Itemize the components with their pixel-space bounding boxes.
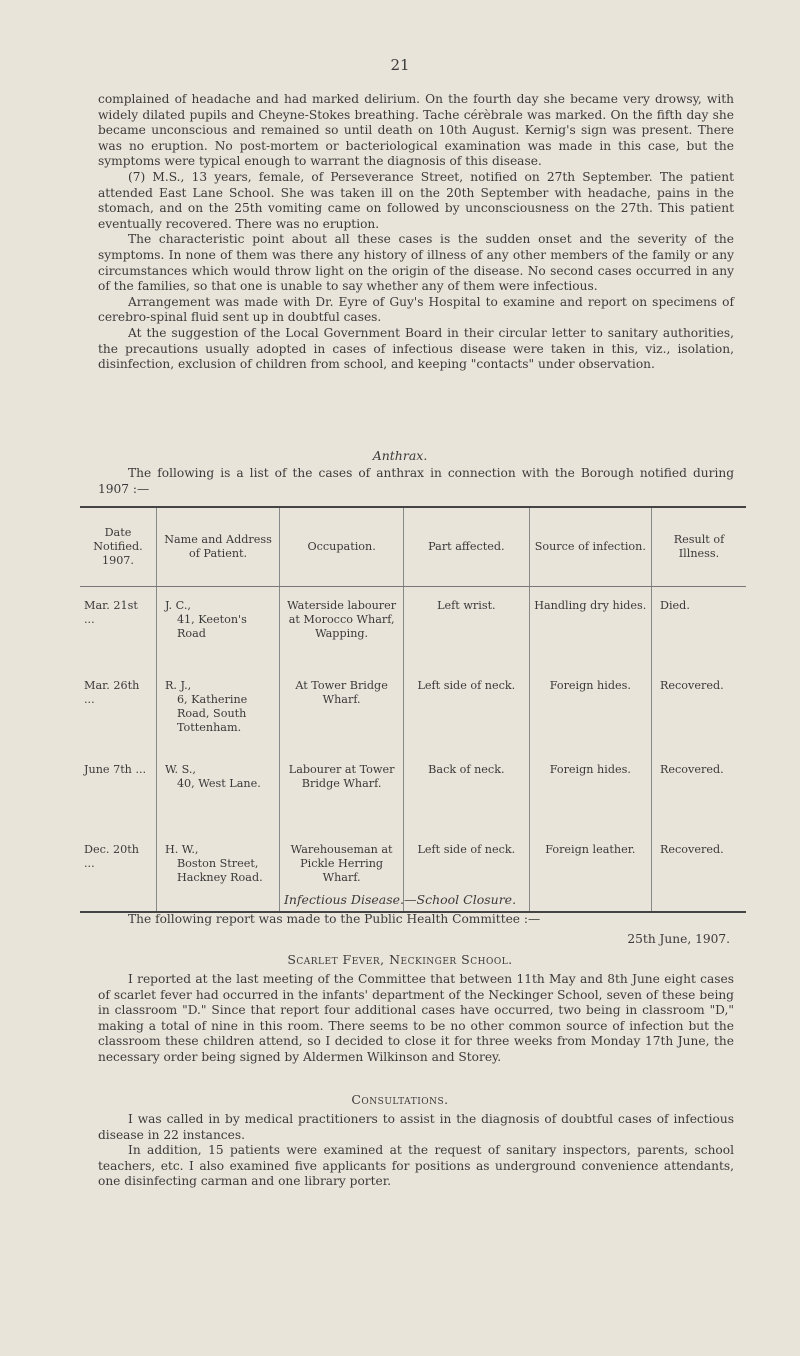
cell-source: Handling dry hides. [529,587,651,668]
cell-occupation: At Tower Bridge Wharf. [280,667,404,751]
paragraph: complained of headache and had marked delirium. On the fourth day she became very drowsy, with widely dilated pupils and Cheyne-Stokes breathing. Tache cérèbrale was marked. On the fifth day she became unconscious and remained so until death on 10th August. Kernig's sign was present. There was no eruption. No post-mortem or bacteriological examination was made in this case, but the symptoms were typical enough to warrant the diagnosis of this disease. [98,92,734,169]
scarlet-text-block [98,972,734,1066]
paragraph: (7) M.S., 13 years, female, of Perseverance Street, notified on 27th September. The patient attended East Lane School. She was taken ill on the 20th September with headache, pains in the stomach, and on the 25th vomiting came on followed by unconsciousness on the 27th. This patient eventually recovered. There was no eruption. [98,169,734,231]
closure-heading: Infectious Disease.—School Closure. [283,892,517,907]
cell-result: Recovered. [651,667,746,751]
cell-patient [156,751,279,831]
table-row [80,667,746,751]
cell-source: Foreign leather. [529,831,651,912]
closure-intro: The following report was made to the Public Health Committee :— [128,912,541,926]
anthrax-table [80,506,746,913]
cell-date: Dec. 20th ... [84,843,139,870]
cell-source: Foreign hides. [529,751,651,831]
patient-address: 6, Katherine Road, South Tottenham. [176,693,248,734]
anthrax-heading: Anthrax. [372,448,428,463]
patient-name: R. J., [164,679,192,692]
cell-date: Mar. 21st ... [84,599,138,626]
paragraph: I reported at the last meeting of the Committee that between 11th May and 8th June eight cases of scarlet fever had occurred in the infants' department of the Neckinger School, seven of these being in classroom "D." Since that report four additional cases have occurred, two being in classroom "D," making a total of nine in this room. There seems to be no other common source of infection but the classroom these children attend, so I decided to close it for three weeks from Monday 17th June, the necessary order being signed by Aldermen Wilkinson and Storey. [98,972,734,1064]
consultations-text-block [98,1112,734,1190]
patient-name: H. W., [164,843,199,856]
patient-address: 41, Keeton's Road [176,613,247,640]
cell-occupation: Labourer at Tower Bridge Wharf. [280,751,404,831]
header-date: Date Notified. 1907. [80,507,156,587]
patient-address: 40, West Lane. [176,777,261,790]
patient-name: J. C., [164,599,191,612]
table-row [80,587,746,668]
table-row [80,751,746,831]
table-header-row [80,507,746,587]
header-source: Source of infection. [529,507,651,587]
cell-occupation: Warehouseman at Pickle Herring Wharf. [280,831,404,912]
top-text-block [98,92,734,373]
paragraph: At the suggestion of the Local Government Board in their circular letter to sanitary authorities, the precautions usually adopted in cases of infectious disease were taken in this, viz., isolation, disinfection, exclusion of children from school, and keeping "contacts" under observation. [98,325,734,372]
closure-intro-block [98,912,734,928]
cell-patient [156,587,279,668]
cell-part: Left side of neck. [404,667,530,751]
cell-part: Back of neck. [404,751,530,831]
cell-result: Died. [651,587,746,668]
anthrax-intro-block [98,466,734,497]
patient-name: W. S., [164,763,196,776]
cell-result: Recovered. [651,751,746,831]
cell-result: Recovered. [651,831,746,912]
paragraph: I was called in by medical practitioners to assist in the diagnosis of doubtful cases of infectious disease in 22 instances. [98,1112,734,1142]
cell-occupation: Waterside labourer at Morocco Wharf, Wapping. [280,587,404,668]
scarlet-fever-heading: Scarlet Fever, Neckinger School. [287,952,513,967]
page-number: 21 [390,56,410,74]
paragraph: In addition, 15 patients were examined at the request of sanitary inspectors, parents, school teachers, etc. I also examined five applicants for positions as underground convenience attendants, one disinfecting carman and one library porter. [98,1143,734,1189]
cell-source: Foreign hides. [529,667,651,751]
paragraph: Arrangement was made with Dr. Eyre of Guy's Hospital to examine and report on specimens of cerebro-spinal fluid sent up in doubtful cases. [98,294,734,325]
paragraph: The characteristic point about all these cases is the sudden onset and the severity of the symptoms. In none of them was there any history of illness of any other members of the family or any circumstances which would throw light on the origin of the disease. No second cases occurred in any of the families, so that one is unable to say whether any of them were infectious. [98,232,734,294]
anthrax-intro: The following is a list of the cases of anthrax in connection with the Borough notified during 1907 :— [98,466,734,496]
patient-address: Boston Street, Hackney Road. [176,857,263,884]
cell-date: Mar. 26th ... [84,679,140,706]
header-patient: Name and Address of Patient. [156,507,279,587]
cell-part: Left side of neck. [404,831,530,912]
cell-part: Left wrist. [404,587,530,668]
header-result: Result of Illness. [651,507,746,587]
header-occupation: Occupation. [280,507,404,587]
report-date: 25th June, 1907. [627,932,730,946]
cell-date: June 7th ... [84,763,147,776]
consultations-heading: Consultations. [351,1092,449,1107]
header-part: Part affected. [404,507,530,587]
cell-patient [156,667,279,751]
